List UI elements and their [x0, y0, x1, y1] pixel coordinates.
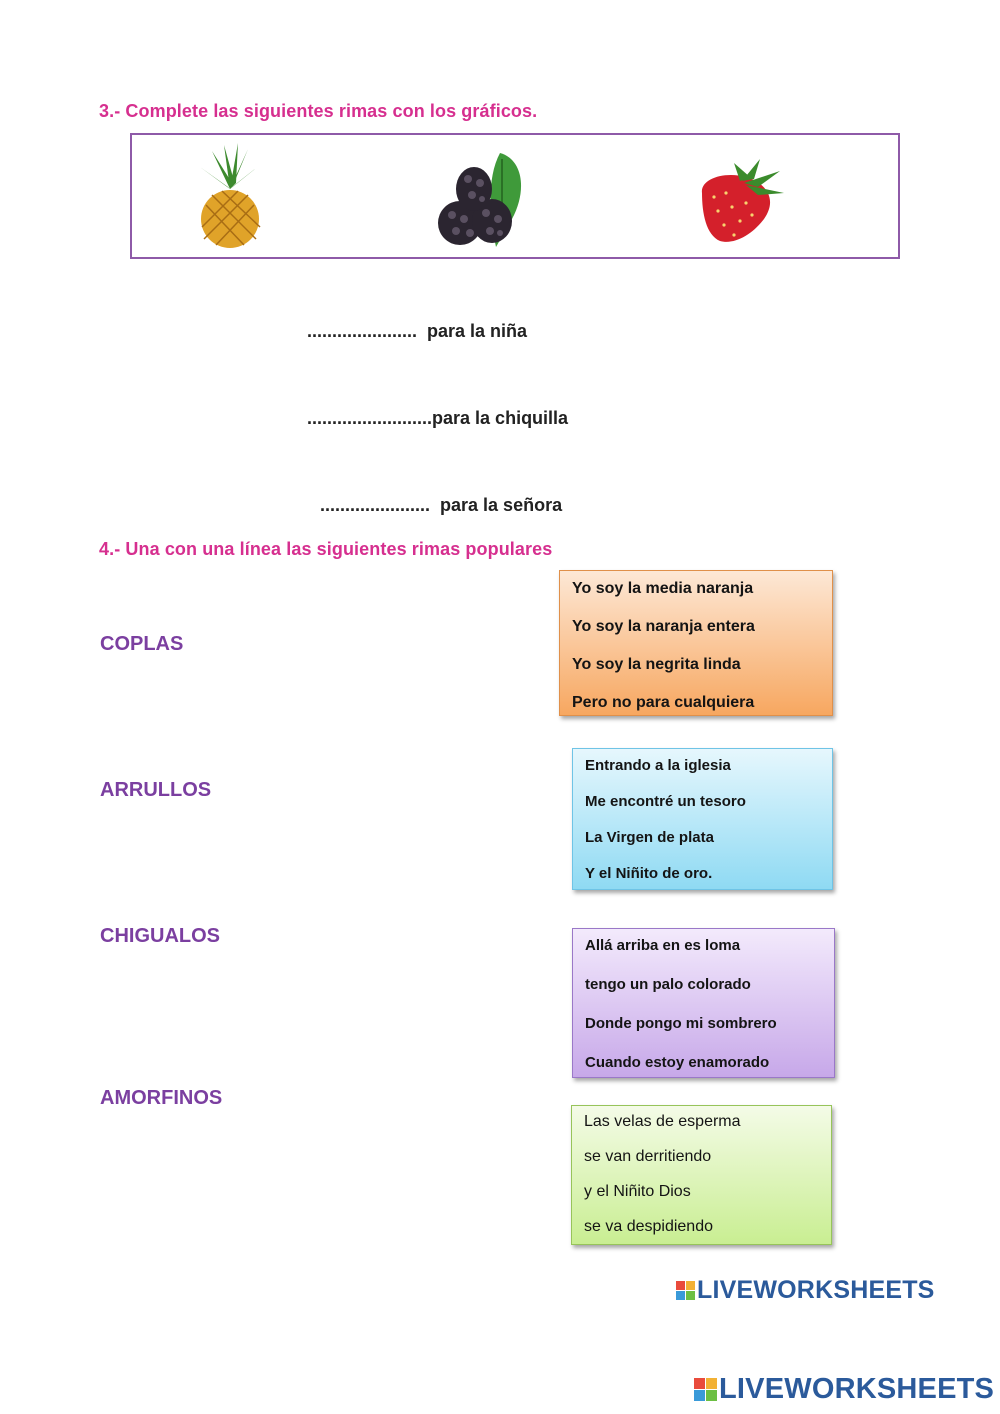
verse-line: Pero no para cualquiera: [572, 694, 755, 711]
blackberries-image: [430, 149, 534, 253]
verse-line: Allá arriba en es loma: [585, 937, 741, 954]
section-3-heading: 3.- Complete las siguientes rimas con los gráficos.: [99, 101, 538, 121]
rhyme-line: ...................... para la señora: [320, 495, 563, 515]
verse-line: Yo soy la media naranja: [572, 580, 754, 597]
liveworksheets-logo: [676, 1276, 935, 1305]
verse-line: Entrando a la iglesia: [585, 757, 731, 774]
verse-box-blue: [572, 748, 833, 890]
verse-line: Cuando estoy enamorado: [585, 1054, 770, 1071]
verse-line: Las velas de esperma: [584, 1113, 741, 1130]
verse-box-purple: [572, 928, 835, 1078]
rhyme-line: ...................... para la niña: [307, 321, 528, 341]
section-4-heading: 4.- Una con una línea las siguientes rimas populares: [99, 539, 553, 559]
strawberry-image: [694, 157, 786, 247]
verse-line: se va despidiendo: [584, 1218, 713, 1235]
liveworksheets-logo-footer: [694, 1373, 994, 1406]
logo-text: LIVEWORKSHEETS: [697, 1276, 935, 1304]
genre-label-chigualos: CHIGUALOS: [100, 925, 220, 947]
verse-line: se van derritiendo: [584, 1148, 712, 1165]
genre-label-amorfinos: AMORFINOS: [100, 1087, 223, 1109]
verse-line: Me encontré un tesoro: [585, 793, 746, 810]
verse-box-green: [571, 1105, 832, 1245]
verse-line: Donde pongo mi sombrero: [585, 1015, 777, 1032]
logo-text: LIVEWORKSHEETS: [719, 1373, 995, 1405]
fruit-images-box: [130, 133, 900, 259]
genre-label-coplas: COPLAS: [100, 633, 184, 655]
verse-line: Y el Niñito de oro.: [585, 865, 713, 882]
verse-line: y el Niñito Dios: [584, 1183, 691, 1200]
logo-badge-icon: [694, 1378, 717, 1401]
pineapple-image: [190, 141, 270, 249]
rhyme-line: .........................para la chiquilla: [307, 408, 569, 428]
verse-box-orange: [559, 570, 833, 716]
verse-line: Yo soy la naranja entera: [572, 618, 755, 635]
genre-label-arrullos: ARRULLOS: [100, 779, 212, 801]
verse-line: tengo un palo colorado: [585, 976, 751, 993]
verse-line: La Virgen de plata: [585, 829, 714, 846]
verse-line: Yo soy la negrita linda: [572, 656, 741, 673]
logo-badge-icon: [676, 1281, 695, 1300]
